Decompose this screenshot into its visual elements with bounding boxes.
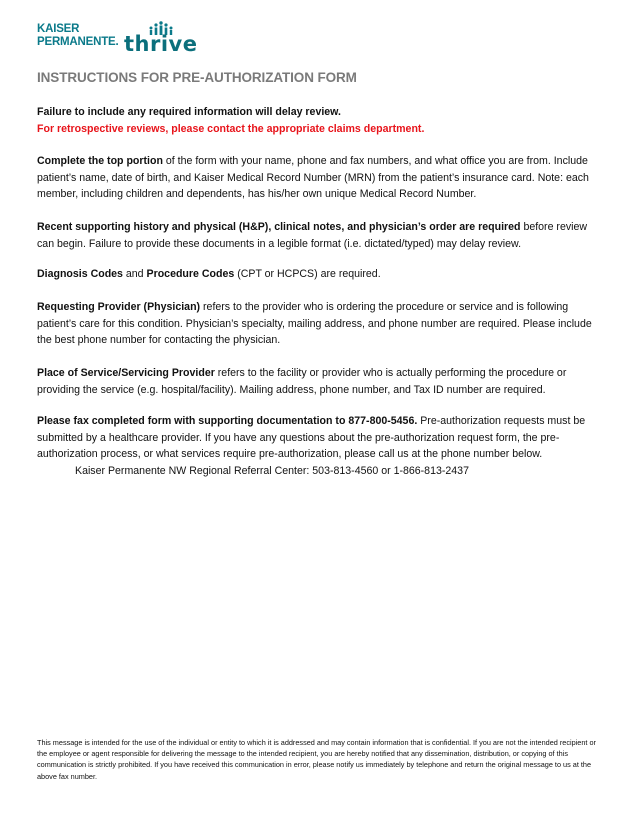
section-heading: Complete the top portion — [37, 155, 163, 167]
section-heading: Recent supporting history and physical (H&P), clinical notes, and physician’s order are required — [37, 221, 521, 233]
section-text: (CPT or HCPCS) are required. — [234, 268, 381, 280]
section-fax — [37, 413, 603, 479]
notice — [37, 104, 603, 137]
section-heading: Place of Service/Servicing Provider — [37, 367, 215, 379]
logo-line1: KAISER — [37, 23, 80, 35]
diagnosis-codes-label: Diagnosis Codes — [37, 268, 123, 280]
referral-center-contact: Kaiser Permanente NW Regional Referral Center: 503-813-4560 or 1-866-813-2437 — [75, 464, 469, 477]
section-heading: Requesting Provider (Physician) — [37, 301, 201, 313]
logo-wordmark — [37, 23, 119, 49]
logo-line2: PERMANENTE. — [37, 36, 119, 48]
section-requesting-provider — [37, 299, 603, 349]
notice-delay: Failure to include any required information will delay review. — [37, 106, 341, 118]
section-servicing-provider — [37, 365, 603, 398]
section-text: of the form with your name, phone and fax numbers, and what office you are from. Include patient’s name, date of birth, and Kaiser Medical Record Number (MRN) from the patient’s insurance card. Note: each member, including children and dependents, has his/her own unique Medical Record Number. — [37, 155, 589, 201]
section-text: Pre-authorization requests must be submitted by a healthcare provider. If you have any questions about the pre-authorization request form, the pre-authorization process, or what services require pre-authorization, please call us at the phone number below. — [37, 415, 586, 461]
kaiser-thrive-logo — [37, 22, 197, 54]
procedure-codes-label: Procedure Codes — [146, 268, 235, 280]
section-codes — [37, 266, 603, 283]
logo-thrive: thrive — [124, 32, 198, 56]
section-text: and — [122, 268, 147, 280]
section-text: before review can begin. Failure to provide these documents in a legible format (i.e. dictated/typed) may delay review. — [37, 221, 588, 250]
page-title: INSTRUCTIONS FOR PRE-AUTHORIZATION FORM — [37, 70, 357, 85]
notice-retrospective: For retrospective reviews, please contact the appropriate claims department. — [37, 122, 425, 135]
confidentiality-footer: This message is intended for the use of the individual or entity to which it is addressed and may contain information that is confidential. If you are not the intended recipient or the employee or agent responsible for delivering the message to the intended recipient, you are hereby notified that any dissemination, distribution, or copying of this communication is strictly prohibited. If you have received this communication in error, please notify us immediately by telephone and return the original message to us at the above fax number. — [37, 738, 596, 781]
section-top-portion — [37, 153, 603, 203]
section-history — [37, 219, 603, 252]
section-text: refers to the facility or provider who is actually performing the procedure or providing the service (e.g. hospital/facility). Mailing address, phone number, and Tax ID number are required. — [37, 367, 567, 396]
section-heading: Please fax completed form with supporting documentation to 877-800-5456. — [37, 415, 418, 427]
section-text: refers to the provider who is ordering the procedure or service and is following patient’s care for this condition. Physician’s specialty, mailing address, and phone number are required. Please include the best phone number for contacting the physician. — [37, 301, 592, 347]
